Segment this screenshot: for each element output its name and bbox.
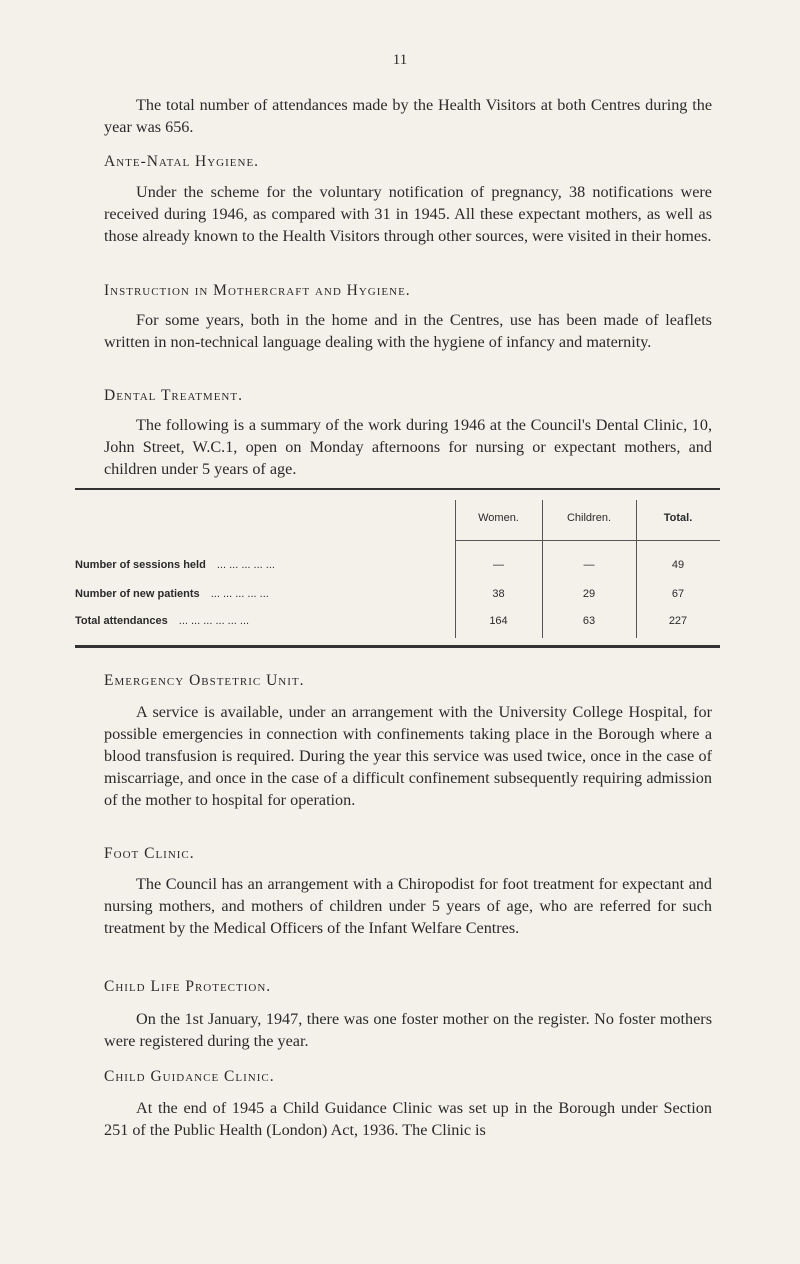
column-header-children: Children. — [566, 512, 612, 524]
body-foot: The Council has an arrangement with a Chiropodist for foot treatment for expectant and nursing mothers, and mothers of children under 5 years of age, who are referred for such treatment by the Medical Officers of the Infant Welfare Centres. — [104, 875, 712, 937]
cell-total: 67 — [671, 588, 685, 600]
heading-dental: Dental Treatment. — [104, 387, 243, 404]
section-antenatal — [104, 181, 712, 247]
column-header-women: Women. — [478, 512, 519, 524]
table-bottom-rule — [75, 645, 720, 648]
cell-women: 38 — [492, 588, 505, 600]
heading-guidance: Child Guidance Clinic. — [104, 1068, 275, 1085]
body-mothercraft: For some years, both in the home and in the Centres, use has been made of leaflets written in non-technical language dealing with the hygiene of infancy and maternity. — [104, 311, 712, 351]
body-dental: The following is a summary of the work during 1946 at the Council's Dental Clinic, 10, John Street, W.C.1, open on Monday afternoons for nursing or expectant mothers, and children under 5 years of age. — [104, 416, 712, 478]
row-leader-dots: ... ... ... ... ... ... — [178, 615, 250, 627]
body-antenatal: Under the scheme for the voluntary notification of pregnancy, 38 notifications were received during 1946, as compared with 31 in 1945. All these expectant mothers, as well as those already known to the Health Visitors through other sources, were visited in their homes. — [104, 183, 712, 245]
table-row — [75, 615, 249, 627]
row-leader-dots: ... ... ... ... ... — [210, 588, 269, 600]
section-guidance — [104, 1097, 712, 1141]
dental-summary-table — [75, 488, 720, 648]
heading-childlife: Child Life Protection. — [104, 978, 272, 995]
table-row — [75, 588, 269, 600]
row-label: Number of sessions held — [75, 559, 206, 571]
intro-paragraph — [104, 94, 712, 138]
heading-emergency: Emergency Obstetric Unit. — [104, 672, 305, 689]
heading-mothercraft: Instruction in Mothercraft and Hygiene. — [104, 282, 411, 299]
body-emergency: A service is available, under an arrangement with the University College Hospital, for possible emergencies in connection with confinements taking place in the Borough where a blood transfusion is required. During the year this service was used twice, once in the case of miscarriage, and once in the case of a difficult confinement subsequently requiring admission of the mother to hospital for operation. — [104, 703, 712, 809]
column-header-total: Total. — [663, 512, 693, 524]
cell-children: 63 — [582, 615, 596, 627]
cell-women: — — [493, 559, 504, 571]
cell-women: 164 — [489, 615, 508, 627]
table-header-rule — [455, 540, 720, 541]
table-top-rule — [75, 488, 720, 490]
section-mothercraft — [104, 309, 712, 353]
section-foot — [104, 873, 712, 939]
heading-antenatal: Ante-Natal Hygiene. — [104, 153, 260, 170]
row-label: Total attendances — [75, 615, 168, 627]
cell-total: 49 — [671, 559, 685, 571]
cell-total: 227 — [668, 615, 688, 627]
cell-children: — — [583, 559, 595, 571]
cell-children: 29 — [582, 588, 596, 600]
body-childlife: On the 1st January, 1947, there was one foster mother on the register. No foster mothers were registered during the year. — [104, 1010, 712, 1050]
table-row — [75, 559, 275, 571]
intro-text: The total number of attendances made by the Health Visitors at both Centres during the year was 656. — [104, 96, 712, 136]
section-emergency — [104, 701, 712, 811]
body-guidance: At the end of 1945 a Child Guidance Clinic was set up in the Borough under Section 251 of the Public Health (London) Act, 1936. The Clinic is — [104, 1099, 712, 1139]
row-leader-dots: ... ... ... ... ... — [216, 559, 275, 571]
page-number: 11 — [392, 52, 408, 68]
row-label: Number of new patients — [75, 588, 200, 600]
section-childlife — [104, 1008, 712, 1052]
heading-foot: Foot Clinic. — [104, 845, 195, 862]
section-dental — [104, 414, 712, 480]
